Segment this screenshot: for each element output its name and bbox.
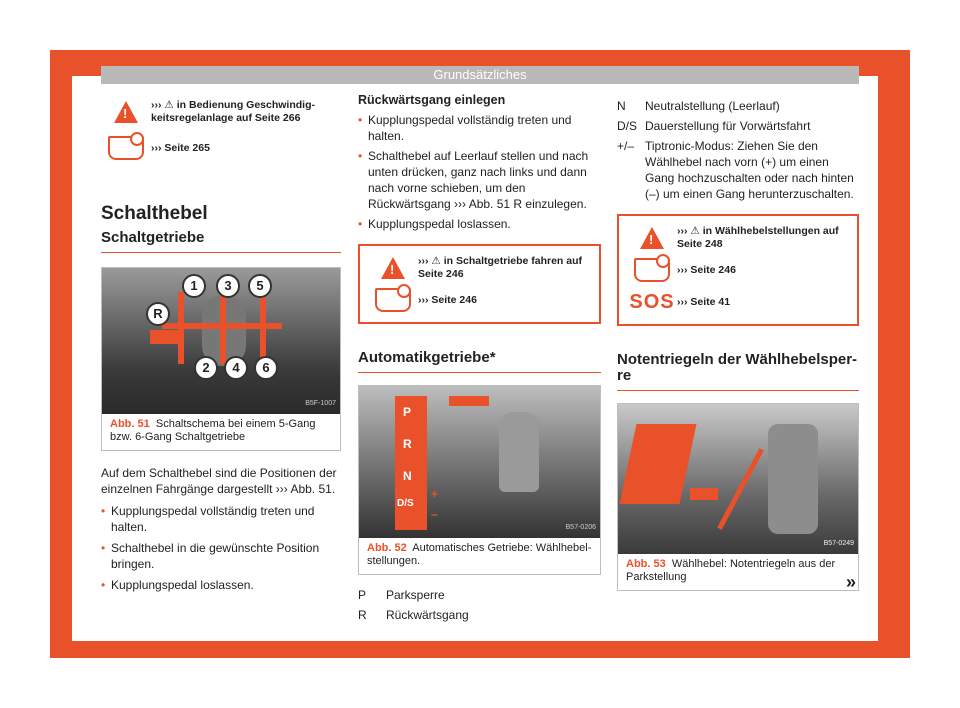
position-n: N bbox=[403, 469, 412, 483]
position-list bbox=[617, 98, 859, 202]
list-item: +/– Tiptronic-Modus: Ziehen Sie den Wählhebel nach vorn (+) um einen Gang hochzuschalten oder nach hinten (–) um einen Gang herunterzuschalten. bbox=[617, 139, 854, 201]
figure-number: Abb. 51 bbox=[110, 418, 150, 430]
warning-icon: ! bbox=[114, 101, 138, 123]
column-3 bbox=[617, 92, 859, 591]
figure-code: B57-0249 bbox=[823, 540, 854, 547]
continue-marker: » bbox=[846, 572, 857, 592]
section-title: Schalthebel bbox=[101, 203, 208, 224]
figure-code: B5F-1007 bbox=[305, 400, 336, 407]
book-ref[interactable]: ››› Seite 246 bbox=[677, 263, 736, 276]
figure-caption bbox=[618, 554, 858, 590]
subsection-title: Schaltgetriebe bbox=[101, 230, 341, 253]
warning-box bbox=[617, 214, 859, 326]
manual-book-icon bbox=[108, 136, 144, 160]
subsection-title: Automatikgetriebe* bbox=[358, 350, 601, 373]
gear-label-4: 4 bbox=[224, 356, 248, 380]
figure-number: Abb. 52 bbox=[367, 542, 407, 554]
book-ref[interactable]: ››› Seite 246 bbox=[418, 293, 477, 306]
position-p: P bbox=[403, 405, 412, 419]
reverse-title: Rückwärtsgang einlegen bbox=[358, 93, 506, 107]
list-item: • Kupplungspedal loslassen. bbox=[101, 578, 254, 592]
list-item: • Schalthebel auf Leerlauf stellen und nach unten drücken, ganz nach links und dann nach vorne schieben, um den Rückwärtsgang ››› Abb. 51 R einzulegen. bbox=[358, 149, 589, 211]
figure-51 bbox=[101, 267, 341, 451]
gear-shift-photo bbox=[102, 268, 340, 414]
selector-lever-photo bbox=[359, 386, 600, 538]
warning-box bbox=[358, 244, 601, 324]
warning-ref[interactable]: ››› ⚠ in Schaltgetriebe fahren auf Seite 246 bbox=[418, 255, 583, 280]
position-list bbox=[358, 587, 601, 623]
manual-book-icon bbox=[375, 288, 411, 312]
list-item: N Neutralstellung (Leerlauf) bbox=[617, 99, 780, 113]
list-item: R Rückwärtsgang bbox=[358, 608, 469, 622]
book-ref[interactable]: ››› Seite 265 bbox=[151, 141, 210, 154]
warning-ref[interactable]: ››› ⚠ in Bedienung Geschwindig-keitsregelanlage auf Seite 266 bbox=[151, 99, 315, 124]
list-item: • Kupplungspedal loslassen. bbox=[358, 217, 511, 231]
manual-book-icon bbox=[634, 258, 670, 282]
bullet-list bbox=[101, 503, 341, 593]
list-item: D/S Dauerstellung für Vorwärtsfahrt bbox=[617, 119, 811, 133]
list-item: P Parksperre bbox=[358, 588, 445, 602]
figure-code: B57-0206 bbox=[565, 524, 596, 531]
gear-label-5: 5 bbox=[248, 274, 272, 298]
figure-caption-text: Wählhebel: Notentriegeln aus der Parkstellung bbox=[626, 558, 836, 583]
gear-label-1: 1 bbox=[182, 274, 206, 298]
warning-ref[interactable]: ››› ⚠ in Wählhebelstellungen auf Seite 248 bbox=[677, 225, 839, 250]
list-item: • Schalthebel in die gewünschte Position bringen. bbox=[101, 541, 320, 571]
emergency-release-photo bbox=[618, 404, 858, 554]
sos-icon: SOS bbox=[629, 291, 675, 313]
figure-caption bbox=[359, 538, 600, 574]
gear-label-2: 2 bbox=[194, 356, 218, 380]
list-item: • Kupplungspedal vollständig treten und halten. bbox=[358, 113, 572, 143]
intro-paragraph: Auf dem Schalthebel sind die Positionen der einzelnen Fahrgänge dargestellt ››› Abb. 51. bbox=[101, 466, 337, 496]
figure-caption-text: Automatisches Getriebe: Wählhebel-stellungen. bbox=[367, 542, 592, 567]
subsection-title: Notentriegeln der Wählhebelsper-re bbox=[617, 352, 859, 391]
warning-icon: ! bbox=[640, 227, 664, 249]
gear-label-6: 6 bbox=[254, 356, 278, 380]
top-refs bbox=[101, 92, 341, 166]
warning-icon: ! bbox=[381, 257, 405, 279]
running-header: Grundsätzliches bbox=[101, 66, 859, 84]
position-r: R bbox=[403, 437, 412, 451]
gear-label-3: 3 bbox=[216, 274, 240, 298]
page-number: 41 bbox=[845, 622, 859, 636]
figure-52 bbox=[358, 385, 601, 575]
list-item: • Kupplungspedal vollständig treten und halten. bbox=[101, 504, 315, 534]
column-2 bbox=[358, 92, 601, 625]
column-1 bbox=[101, 92, 341, 593]
figure-caption-text: Schaltschema bei einem 5-Gang bzw. 6-Gang Schaltgetriebe bbox=[110, 418, 316, 443]
sos-ref[interactable]: ››› Seite 41 bbox=[677, 295, 731, 308]
position-ds: D/S bbox=[397, 498, 414, 509]
position-minus: – bbox=[431, 507, 438, 521]
position-plus: + bbox=[431, 487, 439, 501]
figure-number: Abb. 53 bbox=[626, 558, 666, 570]
figure-caption bbox=[102, 414, 340, 450]
gear-label-r: R bbox=[146, 302, 170, 326]
figure-53 bbox=[617, 403, 859, 591]
